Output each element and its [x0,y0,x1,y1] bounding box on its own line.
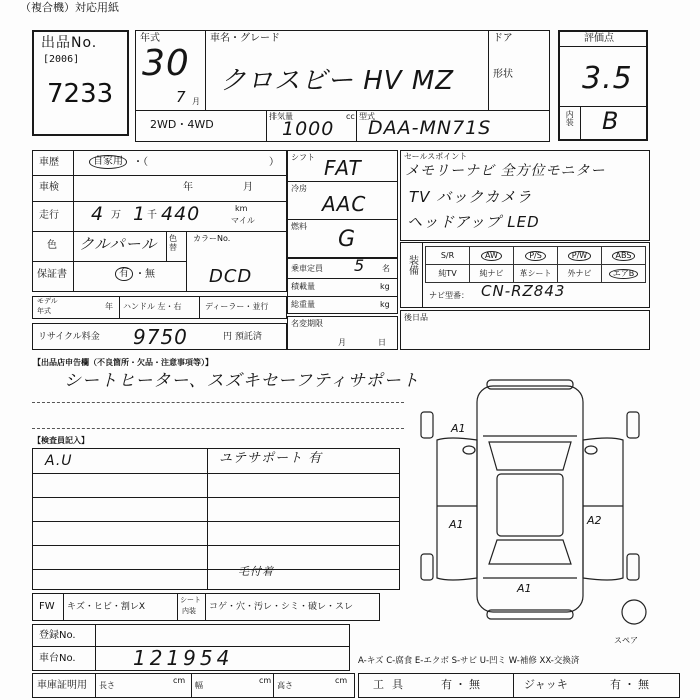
exterior-defects: キズ・ヒビ・割レX [67,602,145,612]
warranty-label: 保証書 [37,269,67,280]
left-mirror [463,446,475,454]
spec-row [135,110,550,142]
garage-length-unit: cm [173,676,186,685]
front-bumper [487,380,573,389]
seller-notes-label: 【出品店申告欄（不良箇所・欠品・注意事項等）】 [33,358,213,367]
displacement-unit: cc [346,112,355,121]
chassis-number: 121954 [133,646,234,670]
tools-options: 有・無 [441,678,483,691]
left-side-panel [437,438,477,580]
damage-legend: A-キズ C-腐食 E-エクボ S-サビ U-凹ミ W-補修 XX-交換済 [358,656,580,666]
right-mirror [585,446,597,454]
seller-notes-underline [32,402,404,403]
fw-label: FW [39,601,55,612]
tools-label: 工具 [373,678,411,691]
chassis-row [32,646,350,671]
lot-code: [2006] [43,54,80,65]
gross-unit: kg [380,300,390,309]
car-name-label: 車名・グレード [210,33,280,44]
lot-box [32,30,129,136]
history-label: 車歴 [39,157,59,168]
garage-width-label: 幅 [195,681,203,690]
rear-bumper [487,610,573,619]
warranty-no: ・無 [135,269,155,280]
capacity-block [287,258,398,314]
right-front-wheel [627,412,639,438]
damage-mark: A1 [517,582,532,595]
capacity-value: 5 [354,256,366,275]
later-items-label: 後日品 [404,313,428,322]
equipment-grid [425,246,647,282]
drivetrain-block [287,150,398,258]
history-value: 自家用 [89,155,127,169]
color-value: クルパール [79,235,158,253]
navi-model-label: ナビ型番： [429,291,469,300]
recycle-value: 9750 [133,325,188,349]
sales-points-label: セールスポイント [404,152,468,161]
name-change-label: 名変期限 [291,319,323,328]
inspection-year-unit: 年 [183,182,193,193]
sales-points-box [400,150,650,241]
year-label: 年式 [140,33,160,44]
model-code-label: 型式 [359,112,375,121]
jack-row [513,673,680,698]
inspector-label: 【検査員記入】 [33,436,89,445]
left-rear-wheel [421,554,433,580]
car-damage-diagram [405,378,650,626]
equipment-sunroof: S/R [425,246,470,265]
mileage-unit-mile: マイル [231,216,255,225]
fuel-value: G [338,227,357,252]
paper-note: （複合機）対応用紙 [20,1,119,14]
registration-label: 登録No. [39,630,76,641]
color-change-label: 色替 [169,234,177,252]
mileage-label: 走行 [39,210,59,221]
door-label: ドア [493,33,513,44]
mileage-sen: 1 [133,203,147,225]
tools-row [358,673,514,698]
lot-label: 出品No. [41,35,98,51]
interior-label: 内装 [565,110,575,126]
inspector-note-left: A.U [45,453,73,469]
jack-options: 有・無 [610,678,652,691]
mileage-unit-km: km [235,204,248,213]
displacement-label: 排気量 [269,112,293,121]
interior-grade: B [602,107,620,135]
sales-point-line: メモリーナビ 全方位モニター [405,163,606,179]
ac-value: AAC [322,192,367,216]
equipment-power-windows: P/W [557,246,602,265]
model-code: DAA-MN71S [368,117,492,139]
recycle-label: リサイクル料金 [38,332,100,342]
inspection-label: 車検 [39,182,59,193]
equipment-genuine-navi: 純ナビ [469,264,514,283]
sales-point-line: ヘッドアップ LED [407,213,540,231]
color-code: DCD [209,266,253,287]
model-year-label-2: 年式 [37,307,51,315]
garage-height-unit: cm [335,676,348,685]
displacement-value: 1000 [282,118,335,140]
registration-row [32,624,350,647]
year-month-unit: 月 [192,97,200,106]
inspector-box [32,448,400,590]
equipment-box [400,242,650,308]
model-year-row [32,296,287,319]
equipment-aftermarket-navi: 外ナビ [557,264,602,283]
drive-label: 2WD・4WD [150,118,214,131]
recycle-row [32,323,287,350]
load-unit: kg [380,282,390,291]
equipment-genuine-tv: 純TV [425,264,470,283]
interior-defects: コゲ・穴・汚レ・シミ・破レ・スレ [209,602,354,612]
left-front-wheel [421,412,433,438]
defect-row [32,593,380,621]
name-change-day: 日 [378,338,386,347]
shape-label: 形状 [493,69,513,80]
load-label: 積載量 [291,282,315,291]
sales-point-line: TV バックカメラ [409,188,533,206]
capacity-unit: 名 [382,264,390,273]
capacity-label: 乗車定員 [291,264,323,273]
car-name-box [205,30,489,111]
grade-box [558,30,648,141]
year-box [135,30,206,111]
dealer-type: ディーラー・並行 [205,302,269,311]
garage-row [32,673,355,698]
seller-notes-text: シートヒーター、スズキセーフティサポート [64,371,420,391]
shift-value: FAT [324,156,362,180]
damage-mark: A1 [449,518,464,531]
recycle-unit: 円 預託済 [223,332,262,342]
spare-tire-icon [622,600,646,624]
name-change-month: 月 [338,338,346,347]
right-rear-wheel [627,554,639,580]
car-name: クロスビー HV MZ [220,66,455,96]
equipment-alloy-wheels: AW [469,246,514,265]
rear-window [489,540,571,564]
equipment-abs: ABS [601,246,646,265]
year-value: 30 [142,43,190,84]
jack-label: ジャッキ [524,678,568,691]
model-year-label-1: モデル [37,297,58,305]
mileage-man: 4 [91,203,105,225]
lot-number: 7233 [47,79,114,109]
shift-label: シフト [291,153,315,162]
door-shape-box [488,30,550,111]
damage-mark: A1 [451,422,466,435]
grade-label: 評価点 [584,33,614,44]
damage-mark: A2 [587,514,602,527]
color-code-label: カラーNo. [193,234,231,243]
ac-label: 冷房 [291,184,307,193]
year-month: 7 [176,88,187,106]
warranty-yes: 有 [115,267,133,281]
handle-side: ハンドル 左・右 [123,302,182,311]
navi-model: CN-RZ843 [481,282,566,300]
equipment-label: 装備 [406,255,418,275]
equipment-leather-seats: 革シート [513,264,558,283]
garage-length-label: 長さ [99,681,115,690]
gross-label: 総重量 [291,300,315,309]
inspection-month-unit: 月 [243,182,253,193]
mileage-sen-unit: 千 [147,210,157,221]
later-items-box [400,310,650,350]
seat-label-1: シート [180,596,201,604]
chassis-label: 車台No. [39,653,76,664]
equipment-airbags: エアB [601,264,646,283]
mileage-man-unit: 万 [111,210,121,221]
fuel-label: 燃料 [291,222,307,231]
equipment-power-steering: P/S [513,246,558,265]
grade-score: 3.5 [582,61,633,96]
garage-label: 車庫証明用 [37,680,87,691]
inspector-note-hair: 毛付着 [238,565,274,578]
vehicle-info-block [32,150,287,292]
history-suffix: ・（ [133,157,148,168]
garage-height-label: 高さ [277,681,293,690]
history-close: ） [269,157,279,168]
right-side-panel [583,438,623,580]
inspector-note-right: ユテサポート 有 [219,451,323,466]
spare-label: スペア [614,636,638,645]
garage-width-unit: cm [259,676,272,685]
seat-label-2: 内装 [182,607,196,615]
roof [497,474,563,536]
name-change-box [287,316,398,350]
color-label: 色 [47,240,57,251]
windshield [489,442,571,470]
model-year-unit: 年 [105,302,113,311]
mileage-rest: 440 [161,203,201,225]
